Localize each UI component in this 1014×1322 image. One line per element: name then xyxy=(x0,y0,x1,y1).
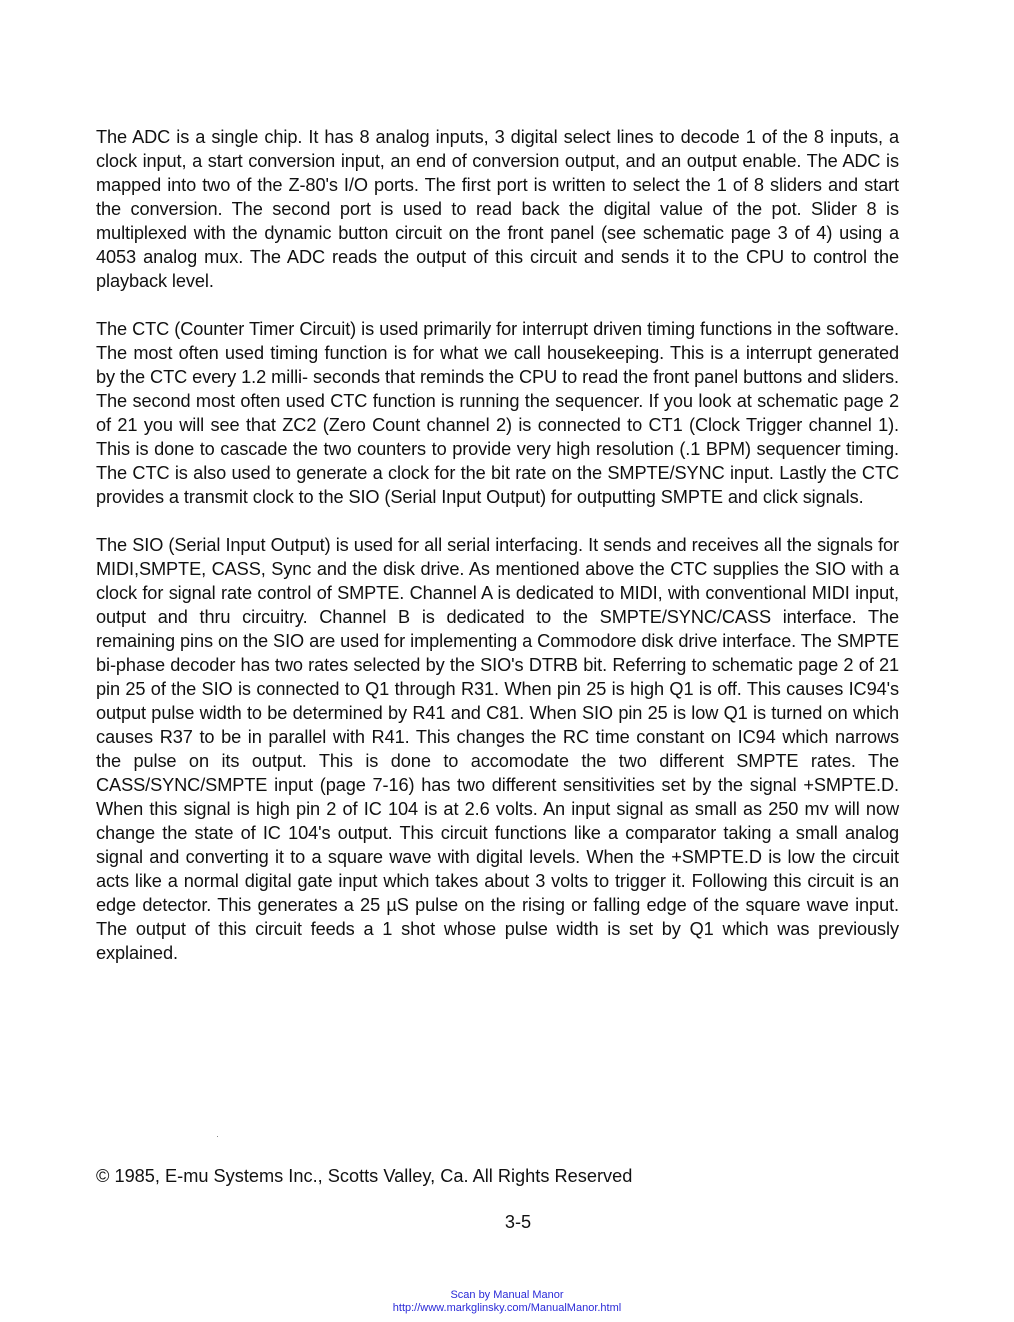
page-number: 3-5 xyxy=(504,1212,532,1232)
scan-credit-name: Scan by Manual Manor xyxy=(450,1289,564,1301)
document-body xyxy=(96,125,899,989)
scan-credit xyxy=(0,1289,1014,1315)
scan-credit-url: http://www.markglinsky.com/ManualManor.html xyxy=(392,1302,622,1314)
paragraph-ctc: The CTC (Counter Timer Circuit) is used primarily for interrupt driven timing functions in the software. The most often used timing function is for what we call housekeeping. This is a interrupt generated by the CTC every 1.2 milli- seconds that reminds the CPU to read the front panel buttons and sliders. The second most often used CTC function is running the sequencer. If you look at schematic page 2 of 21 you will see that ZC2 (Zero Count channel 2) is connected to CT1 (Clock Trigger channel 1). This is done to cascade the two counters to provide very high resolution (.1 BPM) sequencer timing. The CTC is also used to generate a clock for the bit rate on the SMPTE/SYNC input. Lastly the CTC provides a transmit clock to the SIO (Serial Input Output) for outputting SMPTE and click signals. xyxy=(96,319,899,507)
paragraph-adc: The ADC is a single chip. It has 8 analog inputs, 3 digital select lines to decode 1 of the 8 inputs, a clock input, a start conversion input, an end of conversion output, and an output enable. The ADC is mapped into two of the Z-80's I/O ports. The first port is written to select the 1 of 8 sliders and start the conversion. The second port is used to read back the digital value of the pot. Slider 8 is multiplexed with the dynamic button circuit on the front panel (see schematic page 3 of 4) using a 4053 analog mux. The ADC reads the output of this circuit and sends it to the CPU to control the playback level. xyxy=(96,127,899,291)
paragraph-sio: The SIO (Serial Input Output) is used for all serial interfacing. It sends and receives all the signals for MIDI,SMPTE, CASS, Sync and the disk drive. As mentioned above the CTC supplies the SIO with a clock for signal rate control of SMPTE. Channel A is dedicated to MIDI, with conventional MIDI input, output and thru circuitry. Channel B is dedicated to the SMPTE/SYNC/CASS interface. The remaining pins on the SIO are used for implementing a Commodore disk drive interface. The SMPTE bi-phase decoder has two rates selected by the SIO's DTRB bit. Referring to schematic page 2 of 21 pin 25 of the SIO is connected to Q1 through R31. When pin 25 is high Q1 is off. This causes IC94's output pulse width to be determined by R41 and C81. When SIO pin 25 is low Q1 is turned on which causes R37 to be in parallel with R41. This changes the RC time constant on IC94 which narrows the pulse on its output. This is done to accomodate the two different SMPTE rates. The CASS/SYNC/SMPTE input (page 7-16) has two different sensitivities set by the signal +SMPTE.D. When this signal is high pin 2 of IC 104 is at 2.6 volts. An input signal as small as 250 mv will now change the state of IC 104's output. This circuit functions like a comparator taking a small analog signal and converting it to a square wave with digital levels. When the +SMPTE.D is low the circuit acts like a normal digital gate input which takes about 3 volts to trigger it. Following this circuit is an edge detector. This generates a 25 µS pulse on the rising or falling edge of the square wave input. The output of this circuit feeds a 1 shot whose pulse width is set by Q1 which was previously explained. xyxy=(96,535,899,963)
scan-speck xyxy=(217,1136,218,1137)
copyright-notice: © 1985, E-mu Systems Inc., Scotts Valley, Ca. All Rights Reserved xyxy=(96,1166,633,1186)
